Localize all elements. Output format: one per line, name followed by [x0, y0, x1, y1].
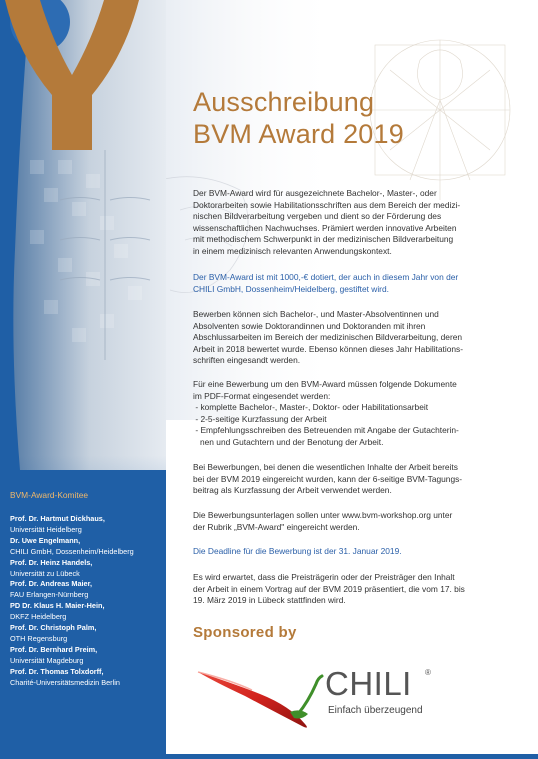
text-line: Der BVM-Award ist mit 1000,-€ dotiert, der auch in diesem Jahr von der [193, 272, 459, 282]
text-line: Doktorarbeiten sowie Habilitationsschriften aus dem Bereich der medizi- [193, 199, 461, 210]
member-name: Prof. Dr. Thomas Tolxdorff, [10, 666, 104, 676]
prize-paragraph [193, 272, 525, 295]
komitee-list [10, 514, 162, 689]
text-line: nischen Bildverarbeitung vergeben und dient so der Förderung des [193, 211, 442, 222]
title-line: Ausschreibung [193, 87, 375, 117]
deadline-paragraph [193, 546, 525, 558]
member-affiliation: DKFZ Heidelberg [10, 612, 67, 622]
text-line: Die Bewerbungsunterlagen sollen unter www.bvm-workshop.org unter [193, 510, 453, 520]
text-line: - Empfehlungsschreiben des Betreuenden mit Angabe der Gutachterin- [193, 425, 459, 436]
text-line: Bei Bewerbungen, bei denen die wesentlichen Inhalte der Arbeit bereits [193, 462, 458, 472]
text-line: Der BVM-Award wird für ausgezeichnete Bachelor-, Master-, oder [193, 188, 437, 198]
komitee-member [10, 579, 162, 601]
text-line: CHILI GmbH, Dossenheim/Heidelberg, gestiftet wird. [193, 283, 389, 294]
member-name: Prof. Dr. Christoph Palm, [10, 623, 97, 633]
member-name: Prof. Dr. Heinz Handels, [10, 557, 93, 567]
text-line: Abschlussarbeiten im Bereich der medizinischen Bildverarbeitung, deren [193, 332, 463, 343]
text-line: der Arbeit in einem Vortrag auf der BVM 2019 präsentiert, die vom 17. bis [193, 583, 465, 594]
text-line: beitrag als Kurzfassung der Arbeit verwendet werden. [193, 485, 392, 496]
title-line: BVM Award 2019 [193, 119, 404, 149]
presentation-paragraph [193, 572, 525, 607]
text-line: mit methodischem Schwerpunkt in der medizinischen Bildverarbeitung [193, 234, 454, 245]
member-name: Prof. Dr. Hartmut Dickhaus, [10, 514, 105, 523]
text-line: - komplette Bachelor-, Master-, Doktor- oder Habilitationsarbeit [193, 402, 429, 413]
chili-tagline: Einfach überzeugend [328, 705, 423, 716]
member-name: Prof. Dr. Bernhard Preim, [10, 644, 98, 654]
documents-paragraph [193, 379, 525, 449]
komitee-member [10, 623, 162, 645]
text-line: in einem medizinisch relevanten Anwendungskontext. [193, 245, 392, 256]
text-line: Arbeit in 2018 bewertet wurde. Ebenso können dieses Jahr Habilitations- [193, 343, 464, 354]
text-line: Die Deadline für die Bewerbung ist der 31. Januar 2019. [193, 546, 402, 556]
sponsored-by-heading: Sponsored by [193, 624, 297, 641]
komitee-member [10, 514, 162, 536]
text-line: - 2-5-seitige Kurzfassung der Arbeit [193, 413, 327, 424]
text-line: der Rubrik „BVM-Award" eingereicht werden. [193, 521, 360, 532]
member-affiliation: Universität Heidelberg [10, 524, 82, 534]
member-affiliation: OTH Regensburg [10, 633, 68, 643]
page-title [193, 86, 404, 150]
bottom-border [0, 754, 538, 759]
text-line: Für eine Bewerbung um den BVM-Award müssen folgende Dokumente [193, 379, 457, 389]
komitee-member [10, 536, 162, 558]
text-line: nen und Gutachtern und der Benotung der Arbeit. [193, 436, 384, 447]
member-affiliation: Universität Magdeburg [10, 655, 84, 665]
komitee-member [10, 667, 162, 689]
komitee-member [10, 601, 162, 623]
komitee-member [10, 558, 162, 580]
text-line: Es wird erwartet, dass die Preisträgerin oder der Preisträger den Inhalt [193, 572, 455, 582]
member-affiliation: FAU Erlangen-Nürnberg [10, 590, 89, 600]
text-line: wissenschaftlichen Nachwuchses. Prämiert werden innovative Arbeiten [193, 222, 457, 233]
member-name: Prof. Dr. Andreas Maier, [10, 579, 93, 589]
intro-paragraph [193, 188, 525, 258]
eligibility-paragraph [193, 309, 525, 367]
text-line: 19. März 2019 in Lübeck stattfinden wird. [193, 595, 346, 606]
text-line: bei der BVM 2019 eingereicht wurden, kann der 6-seitige BVM-Tagungs- [193, 473, 463, 484]
member-name: Dr. Uwe Engelmann, [10, 535, 81, 545]
member-affiliation: Charité-Universitätsmedizin Berlin [10, 677, 120, 687]
member-name: PD Dr. Klaus H. Maier-Hein, [10, 601, 105, 611]
komitee-member [10, 645, 162, 667]
text-line: Bewerben können sich Bachelor-, und Master-Absolventinnen und [193, 309, 439, 319]
komitee-title: BVM-Award-Komitee [10, 490, 89, 500]
registered-mark: ® [425, 668, 431, 677]
text-line: schriften eingesandt werden. [193, 355, 301, 366]
member-affiliation: Universität zu Lübeck [10, 568, 80, 578]
text-line: im PDF-Format eingesendet werden: [193, 390, 331, 401]
bvm-paper-paragraph [193, 462, 525, 497]
text-line: Absolventen sowie Doktorandinnen und Doktoranden mit ihren [193, 320, 426, 331]
chili-brand-logo: CHILI [325, 665, 412, 702]
submission-paragraph [193, 510, 525, 533]
member-affiliation: CHILI GmbH, Dossenheim/Heidelberg [10, 546, 134, 556]
